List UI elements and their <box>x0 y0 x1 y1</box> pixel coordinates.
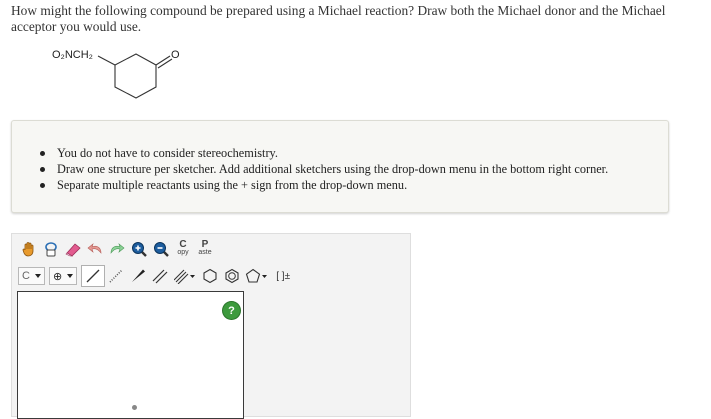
canvas-origin-dot <box>132 405 137 410</box>
single-bond-icon <box>85 268 101 284</box>
copy-label-bottom: opy <box>177 249 189 256</box>
lasso-icon <box>43 241 59 257</box>
double-bond-icon <box>152 268 168 284</box>
zoom-in-icon <box>131 241 147 257</box>
cyclohexane-button[interactable] <box>199 265 221 287</box>
zoom-out-icon <box>153 241 169 257</box>
help-icon[interactable]: ? <box>223 302 240 319</box>
instructions-box <box>11 120 669 213</box>
hand-tool-button[interactable] <box>18 238 40 260</box>
carbonyl-bond <box>156 56 170 65</box>
chevron-down-icon <box>67 274 73 278</box>
single-bond-button[interactable] <box>81 265 105 287</box>
lasso-tool-button[interactable] <box>40 238 62 260</box>
cyclopentane-button[interactable] <box>243 265 271 287</box>
redo-button[interactable] <box>106 238 128 260</box>
structure-sketcher <box>11 233 411 417</box>
substituent-label: O₂NCH₂ <box>52 49 93 61</box>
question-text: How might the following compound be prepared using a Michael reaction? Draw both the Michael donor and the Michael acceptor you would use. <box>11 3 666 34</box>
element-select-value: C <box>22 270 30 282</box>
copy-label-top: C <box>179 239 187 250</box>
multi-bond-button[interactable] <box>171 265 199 287</box>
molecule-structure <box>48 44 198 104</box>
cyclohexane-icon <box>202 268 218 284</box>
sketcher-toolbar-bottom <box>18 264 295 288</box>
cyclopentane-icon <box>245 268 269 284</box>
charge-select[interactable] <box>49 267 77 285</box>
hashed-bond-button[interactable] <box>105 265 127 287</box>
paste-label-top: P <box>201 239 209 250</box>
charge-select-value: ⊕ <box>52 270 63 283</box>
paste-button[interactable] <box>194 238 216 260</box>
benzene-button[interactable] <box>221 265 243 287</box>
eraser-tool-button[interactable] <box>62 238 84 260</box>
element-select[interactable] <box>18 267 45 285</box>
wedge-bond-button[interactable] <box>127 265 149 287</box>
zoom-in-button[interactable] <box>128 238 150 260</box>
double-bond-button[interactable] <box>149 265 171 287</box>
eraser-icon <box>64 241 82 257</box>
benzene-icon <box>224 268 240 284</box>
drawing-canvas[interactable] <box>17 291 244 419</box>
instructions-list <box>38 145 608 193</box>
instruction-item: Separate multiple reactants using the + sign from the drop-down menu. <box>38 177 608 193</box>
copy-button[interactable] <box>172 238 194 260</box>
paste-label-bottom: aste <box>198 249 212 256</box>
carbonyl-oxygen-label: O <box>171 49 180 61</box>
bracket-label: [ ]± <box>276 270 291 282</box>
undo-icon <box>87 241 103 257</box>
ch2-bond <box>98 56 115 65</box>
hand-icon <box>21 241 37 257</box>
hashed-bond-icon <box>108 268 124 284</box>
carbonyl-bond-2 <box>158 59 172 68</box>
undo-button[interactable] <box>84 238 106 260</box>
redo-icon <box>109 241 125 257</box>
chevron-down-icon <box>35 274 41 278</box>
wedge-bond-icon <box>130 268 146 284</box>
instruction-item: You do not have to consider stereochemistry. <box>38 145 608 161</box>
bracket-button[interactable] <box>271 265 295 287</box>
zoom-out-button[interactable] <box>150 238 172 260</box>
instruction-item: Draw one structure per sketcher. Add additional sketchers using the drop-down menu in the bottom right corner. <box>38 161 608 177</box>
triple-bond-icon <box>174 268 196 284</box>
cyclohexane-ring <box>115 54 156 98</box>
sketcher-toolbar-top <box>18 237 216 261</box>
